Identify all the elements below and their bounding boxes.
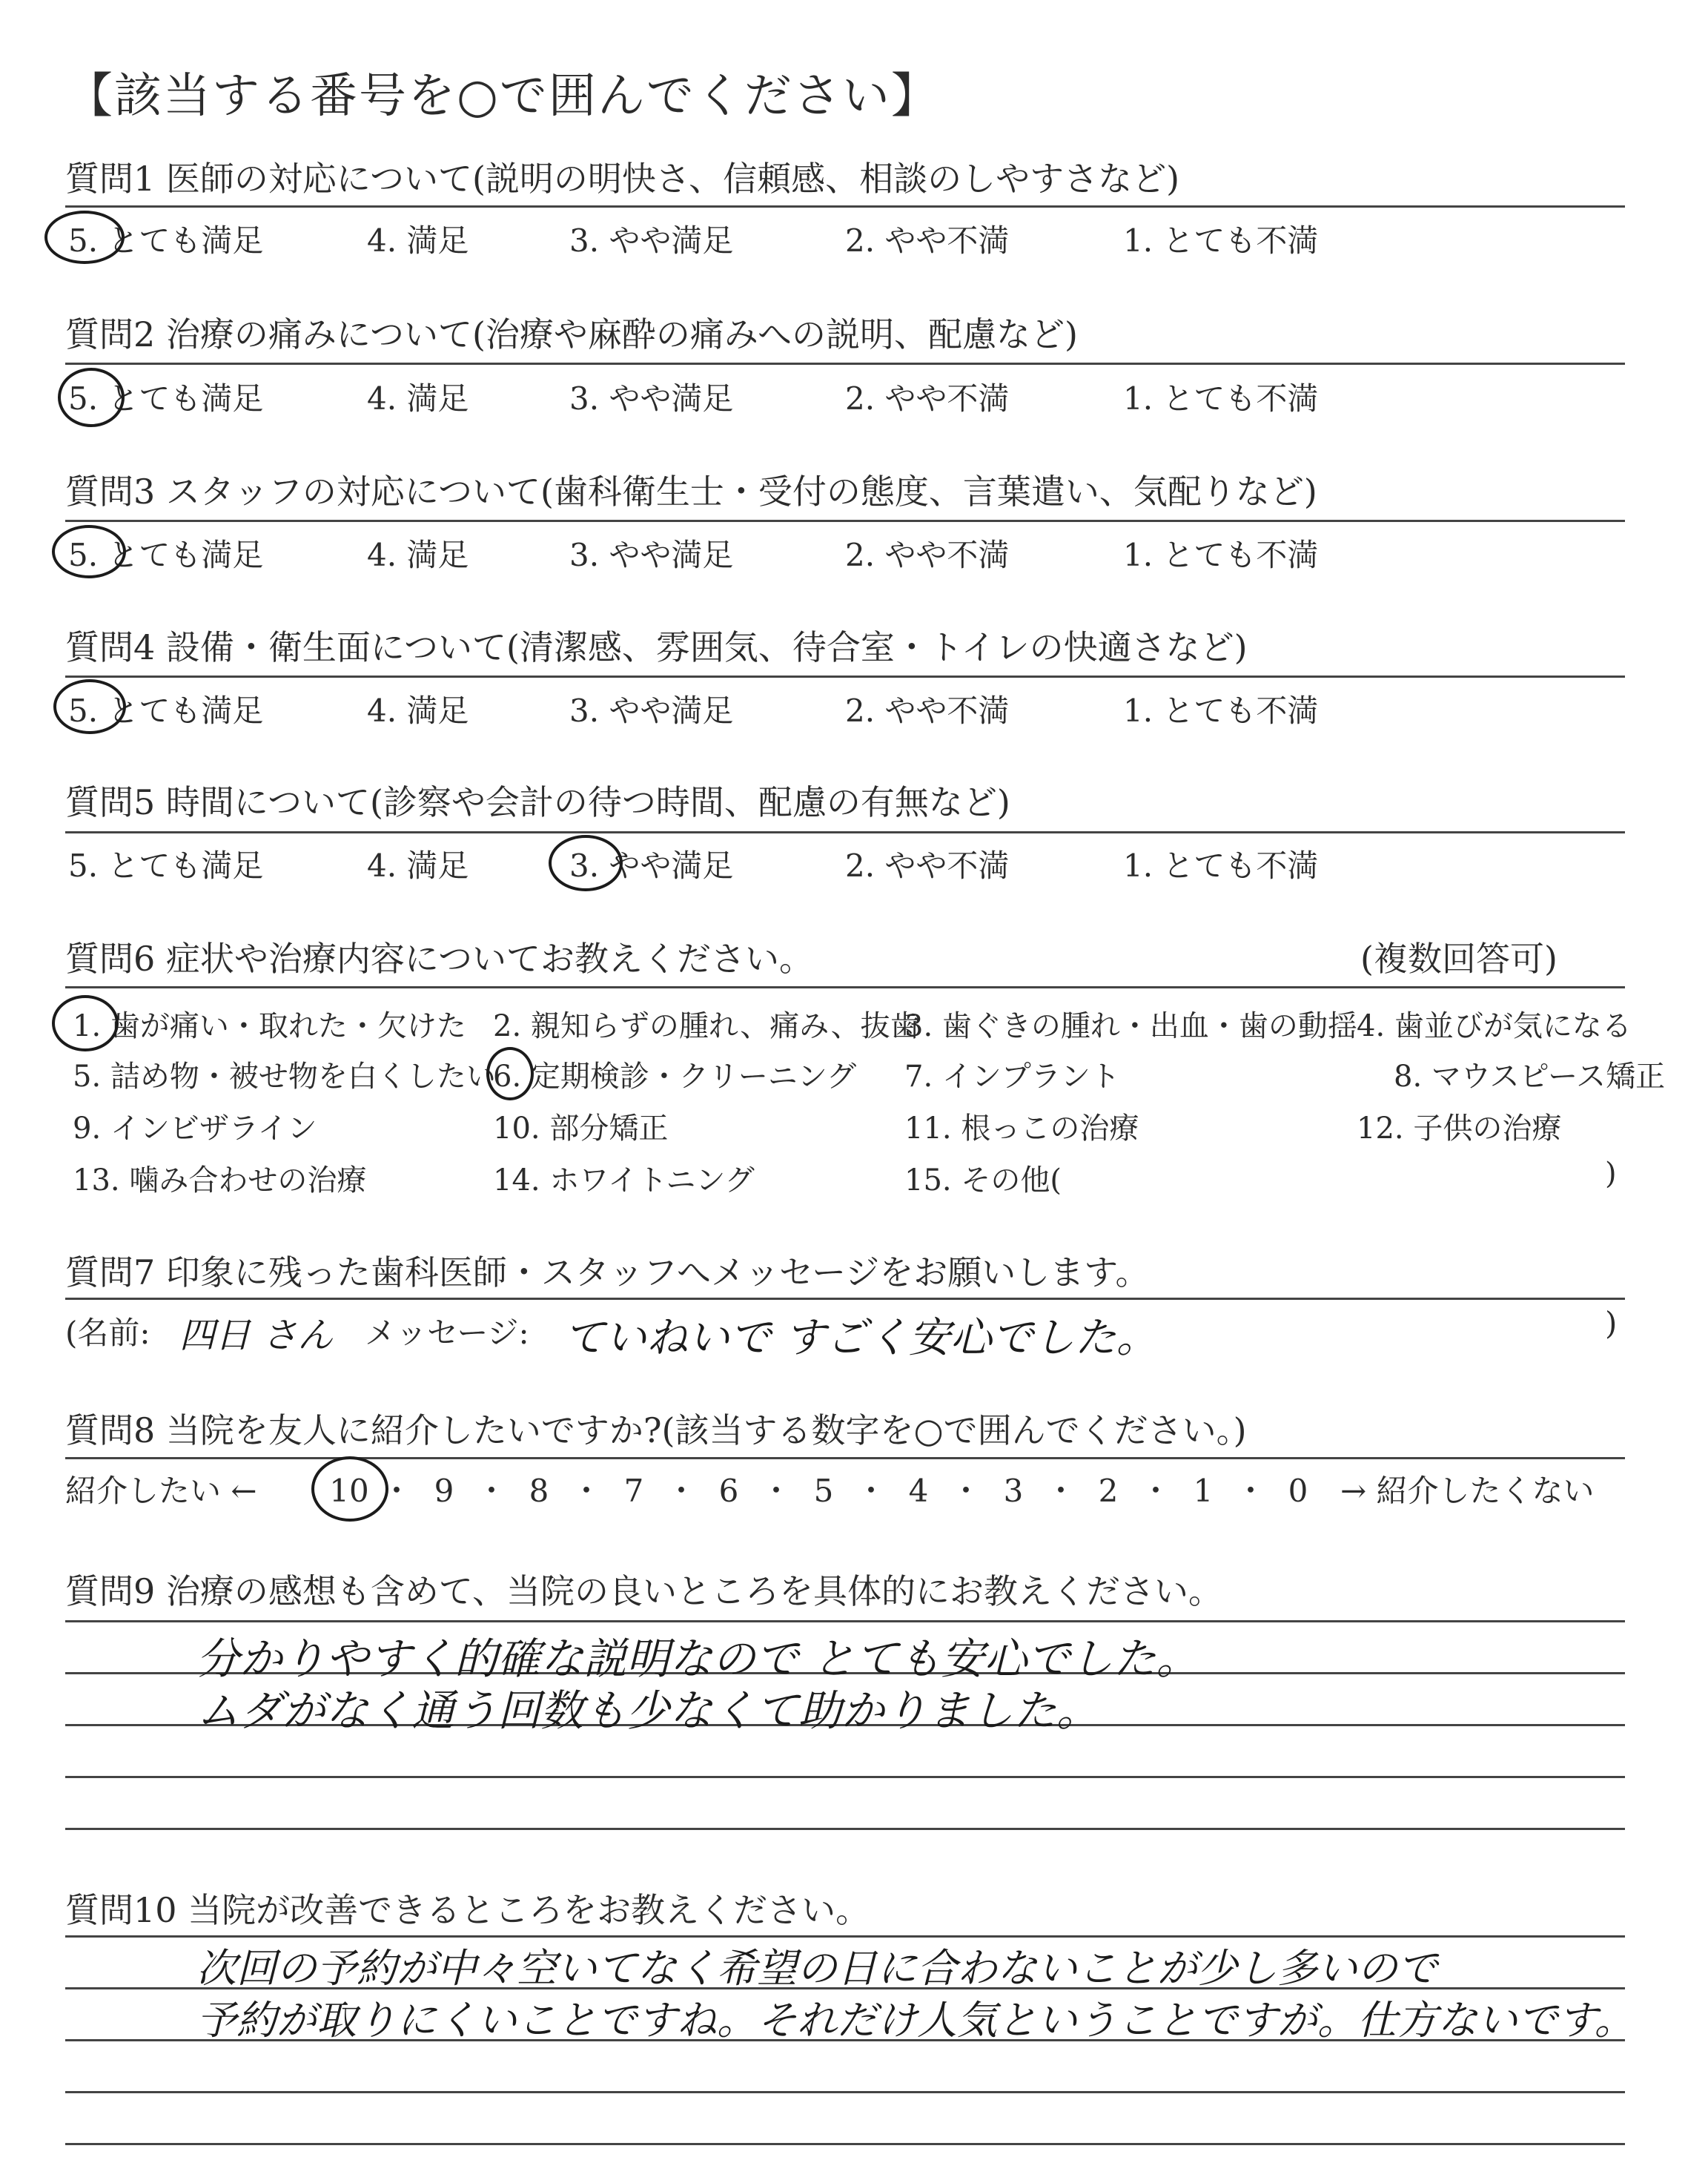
q6-option-7[interactable]: 7. インプラント [904, 1060, 1120, 1094]
q6-option-4[interactable]: 4. 歯並びが気になる [1357, 1009, 1632, 1043]
question-3-title: 質問3 スタッフの対応について(歯科衛生士・受付の態度、言葉遣い、気配りなど) [65, 472, 1317, 512]
q8-answer-circle [311, 1456, 388, 1522]
q8-dot: ・ [855, 1473, 887, 1509]
q8-dot: ・ [571, 1473, 603, 1509]
q6-option-10[interactable]: 10. 部分矯正 [493, 1112, 669, 1146]
q2-option-2[interactable]: 2. やや不満 [845, 380, 1010, 417]
q9-answer-line-1[interactable]: 分かりやすく的確な説明なので とても安心でした。 [196, 1634, 1199, 1684]
q2-option-1[interactable]: 1. とても不満 [1123, 380, 1319, 417]
question-7-title: 質問7 印象に残った歯科医師・スタッフへメッセージをお願いします。 [65, 1252, 1150, 1292]
q10-answer-line-1[interactable]: 次回の予約が中々空いてなく希望の日に合わないことが少し多いので [196, 1945, 1437, 1992]
q7-message-value[interactable]: ていねいで すごく安心でした。 [563, 1314, 1158, 1362]
q6-option-6[interactable]: 6. 定期検診・クリーニング [493, 1060, 857, 1094]
q1-option-1[interactable]: 1. とても不満 [1123, 222, 1319, 259]
q1-option-2[interactable]: 2. やや不満 [845, 222, 1010, 259]
q3-option-4[interactable]: 4. 満足 [367, 537, 469, 573]
q8-scale-4[interactable]: 4 [908, 1473, 929, 1509]
q4-answer-circle [53, 679, 126, 734]
question-3-rule [65, 520, 1625, 522]
q9-answer-line-2[interactable]: ムダがなく通う回数も少なくて助かりました。 [196, 1685, 1100, 1736]
q4-option-5[interactable]: 5. とても満足 [68, 693, 264, 729]
q4-option-2[interactable]: 2. やや不満 [845, 693, 1010, 729]
q8-dot: ・ [761, 1473, 792, 1509]
question-6-title: 質問6 症状や治療内容についてお教えください。 [65, 939, 813, 979]
q1-option-5[interactable]: 5. とても満足 [68, 222, 264, 259]
q8-scale-8[interactable]: 8 [529, 1473, 549, 1509]
q8-dot: ・ [476, 1473, 508, 1509]
q6-option-13[interactable]: 13. 噛み合わせの治療 [73, 1163, 367, 1198]
q6-option-5[interactable]: 5. 詰め物・被せ物を白くしたい [73, 1060, 496, 1094]
q6-option-2[interactable]: 2. 親知らずの腫れ、痛み、抜歯 [493, 1009, 920, 1043]
q1-option-4[interactable]: 4. 満足 [367, 222, 469, 259]
q3-option-2[interactable]: 2. やや不満 [845, 537, 1010, 573]
q6-option-11[interactable]: 11. 根っこの治療 [904, 1112, 1139, 1146]
q8-scale-10[interactable]: 10 [329, 1473, 369, 1509]
question-8-rule [65, 1457, 1625, 1459]
q8-scale-1[interactable]: 1 [1193, 1473, 1214, 1509]
q8-scale-6[interactable]: 6 [718, 1473, 739, 1509]
q8-left-label: 紹介したい ← [65, 1473, 257, 1509]
q1-option-3[interactable]: 3. やや満足 [569, 222, 734, 259]
page-header: 【該当する番号を○で囲んでください】 [65, 69, 940, 124]
q4-option-4[interactable]: 4. 満足 [367, 693, 469, 729]
question-6-rule [65, 986, 1625, 988]
q4-option-3[interactable]: 3. やや満足 [569, 693, 734, 729]
q8-dot: ・ [666, 1473, 698, 1509]
q8-dot: ・ [1140, 1473, 1172, 1509]
question-1-rule [65, 205, 1625, 208]
q2-option-3[interactable]: 3. やや満足 [569, 380, 734, 417]
q9-line-1 [65, 1620, 1625, 1622]
q4-option-1[interactable]: 1. とても不満 [1123, 693, 1319, 729]
q9-line-4 [65, 1776, 1625, 1778]
q3-option-1[interactable]: 1. とても不満 [1123, 537, 1319, 573]
q8-scale-2[interactable]: 2 [1098, 1473, 1119, 1509]
q5-option-4[interactable]: 4. 満足 [367, 848, 469, 884]
q6-option-3[interactable]: 3. 歯ぐきの腫れ・出血・歯の動揺 [904, 1009, 1357, 1043]
question-2-rule [65, 363, 1625, 365]
q8-dot: ・ [950, 1473, 982, 1509]
q5-option-2[interactable]: 2. やや不満 [845, 848, 1010, 884]
q5-option-5[interactable]: 5. とても満足 [68, 848, 264, 884]
q9-line-5 [65, 1828, 1625, 1830]
q10-line-5 [65, 2143, 1625, 2145]
question-9-title: 質問9 治療の感想も含めて、当院の良いところを具体的にお教えください。 [65, 1571, 1222, 1611]
q10-answer-line-2[interactable]: 予約が取りにくいことですね。それだけ人気ということですが。仕方ないです。 [196, 1997, 1635, 2044]
question-5-rule [65, 831, 1625, 833]
q8-scale-7[interactable]: 7 [623, 1473, 644, 1509]
question-2-title: 質問2 治療の痛みについて(治療や麻酔の痛みへの説明、配慮など) [65, 314, 1078, 354]
q5-option-1[interactable]: 1. とても不満 [1123, 848, 1319, 884]
q6-other-close: ) [1605, 1157, 1617, 1191]
question-7-rule [65, 1298, 1625, 1300]
q8-dot: ・ [1235, 1473, 1267, 1509]
q3-answer-circle [52, 525, 126, 578]
question-10-title: 質問10 当院が改善できるところをお教えください。 [65, 1890, 870, 1930]
q6-answer-circle-1 [52, 995, 119, 1051]
q7-name-value[interactable]: 四日 さん [179, 1315, 334, 1356]
q1-answer-circle [44, 211, 125, 264]
question-5-title: 質問5 時間について(診察や会計の待つ時間、配慮の有無など) [65, 782, 1010, 822]
q8-dot: ・ [381, 1473, 413, 1509]
q2-option-5[interactable]: 5. とても満足 [68, 380, 264, 417]
q7-message-label: メッセージ: [365, 1315, 529, 1351]
q5-option-3[interactable]: 3. やや満足 [569, 848, 734, 884]
q7-name-label: (名前: [65, 1315, 150, 1351]
q8-right-label: → 紹介したくない [1340, 1473, 1595, 1509]
q3-option-5[interactable]: 5. とても満足 [68, 537, 264, 573]
q6-answer-circle-6 [486, 1047, 534, 1100]
q8-scale-3[interactable]: 3 [1003, 1473, 1024, 1509]
q6-option-12[interactable]: 12. 子供の治療 [1357, 1112, 1562, 1146]
q2-option-4[interactable]: 4. 満足 [367, 380, 469, 417]
q10-line-4 [65, 2091, 1625, 2093]
q8-dot: ・ [1045, 1473, 1077, 1509]
q6-option-9[interactable]: 9. インビザライン [73, 1112, 317, 1146]
q6-option-1[interactable]: 1. 歯が痛い・取れた・欠けた [73, 1009, 466, 1043]
q2-answer-circle [58, 368, 125, 427]
q8-scale-9[interactable]: 9 [434, 1473, 454, 1509]
question-8-title: 質問8 当院を友人に紹介したいですか?(該当する数字を○で囲んでください。) [65, 1410, 1247, 1450]
q7-close-paren: ) [1605, 1305, 1618, 1341]
question-4-title: 質問4 設備・衛生面について(清潔感、雰囲気、待合室・トイレの快適さなど) [65, 627, 1248, 667]
q8-scale [317, 1467, 1330, 1511]
q8-scale-0[interactable]: 0 [1288, 1473, 1308, 1509]
question-1-title: 質問1 医師の対応について(説明の明快さ、信頼感、相談のしやすさなど) [65, 159, 1180, 199]
question-4-rule [65, 676, 1625, 678]
q6-option-15[interactable]: 15. その他( [904, 1163, 1062, 1198]
q6-option-8[interactable]: 8. マウスピース矯正 [1394, 1060, 1666, 1094]
question-6-note: (複数回答可) [1360, 939, 1558, 979]
q3-option-3[interactable]: 3. やや満足 [569, 537, 734, 573]
q6-option-14[interactable]: 14. ホワイトニング [493, 1163, 755, 1198]
q5-answer-circle [549, 835, 623, 891]
q8-scale-5[interactable]: 5 [813, 1473, 834, 1509]
